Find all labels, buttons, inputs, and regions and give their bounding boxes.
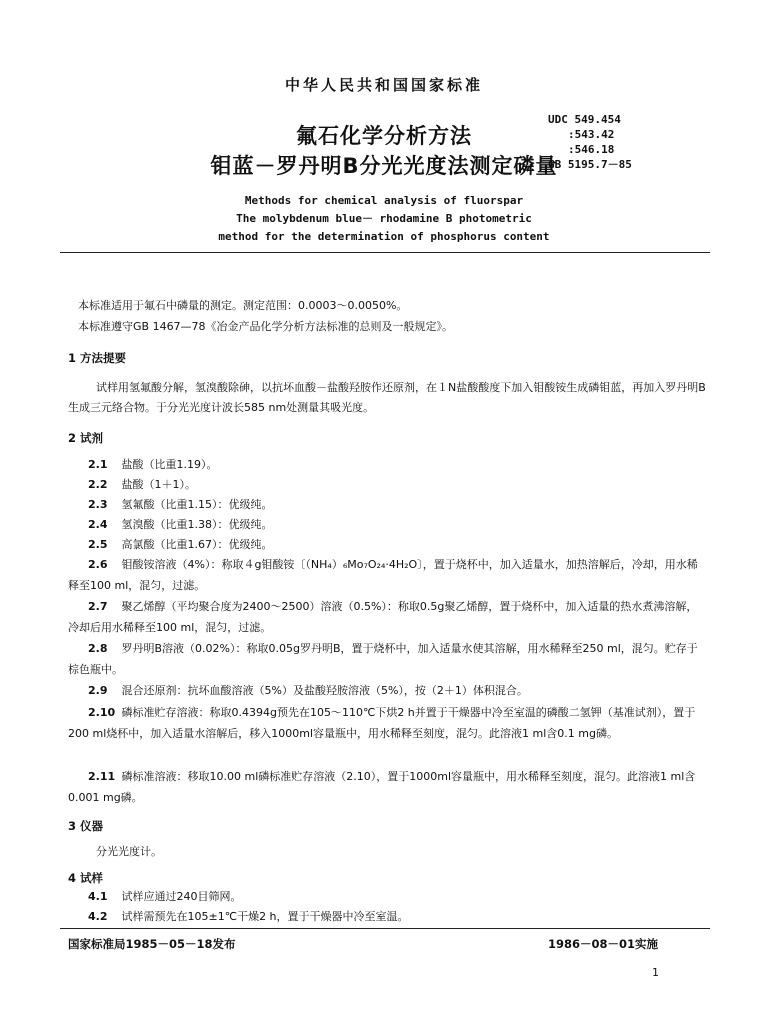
section-2-title: 2 试剂 xyxy=(68,431,104,445)
title-chinese-line-2: 钼蓝－罗丹明B分光光度法测定磷量 xyxy=(210,154,558,178)
item-text: 罗丹明B溶液（0.02%）：称取0.05g罗丹明B，置于烧杯中，加入适量水使其溶解，用水稀释至250 ml，混匀。贮存于棕色瓶中。 xyxy=(68,642,698,676)
item-text: 磷标准贮存溶液：称取0.4394g预先在105～110℃下烘2 h并置于干燥器中冷至室温的磷酸二氢钾（基准试剂），置于200 ml烧杯中，加入适量水溶解后，移入1000ml容量瓶中，用水稀释至刻度，混匀。此溶液1 ml含0.1 mg磷。 xyxy=(68,706,696,740)
item-number: 2.4 xyxy=(88,518,108,531)
list-item xyxy=(68,886,700,907)
item-text: 盐酸（比重1.19）。 xyxy=(121,458,218,471)
intro-compliance: 本标准遵守GB 1467—78《冶金产品化学分析方法标准的总则及一般规定》。 xyxy=(78,320,454,333)
list-item xyxy=(68,474,700,495)
item-number: 2.5 xyxy=(88,538,108,551)
intro-scope: 本标准适用于氟石中磷量的测定。测定范围：0.0003～0.0050%。 xyxy=(78,299,408,312)
section-1-title: 1 方法提要 xyxy=(68,351,127,365)
item-text: 钼酸铵溶液（4%）：称取４g钼酸铵〔（NH₄）₆Mo₇O₂₄·4H₂O〕，置于烧杯中，加入适量水，加热溶解后，冷却，用水稀释至100 ml，混匀，过滤。 xyxy=(68,558,698,592)
item-text: 混合还原剂：抗坏血酸溶液（5%）及盐酸羟胺溶液（5%），按（2＋1）体积混合。 xyxy=(121,684,528,697)
section-4-title: 4 试样 xyxy=(68,871,104,885)
item-number: 2.8 xyxy=(88,642,108,655)
udc-code-2: :543.42 xyxy=(568,128,615,141)
item-number: 4.2 xyxy=(88,910,108,923)
list-item xyxy=(68,514,700,535)
section-1-text: 试样用氢氟酸分解，氢溴酸除砷，以抗坏血酸－盐酸羟胺作还原剂，在１N盐酸酸度下加入钼酸铵生成磷钼蓝，再加入罗丹明B生成三元络合物。于分光光度计波长585 nm处测量其吸光度。 xyxy=(68,381,706,414)
issuing-country-header: 中华人民共和国国家标准 xyxy=(284,76,483,94)
list-item xyxy=(68,906,700,927)
item-number: 4.1 xyxy=(88,890,108,903)
gb-standard-number: GB 5195.7－85 xyxy=(548,158,632,171)
item-number: 2.9 xyxy=(88,684,108,697)
list-item xyxy=(68,680,700,701)
footer-divider xyxy=(60,928,710,929)
item-number: 2.6 xyxy=(88,558,108,571)
item-text: 聚乙烯醇（平均聚合度为2400～2500）溶液（0.5%）：称取0.5g聚乙烯醇，置于烧杯中，加入适量的热水煮沸溶解，冷却后用水稀释至100 ml，混匀，过滤。 xyxy=(68,600,698,634)
header-divider xyxy=(60,252,710,253)
list-item xyxy=(68,766,700,808)
item-text: 试样需预先在105±1℃干燥2 h，置于干燥器中冷至室温。 xyxy=(121,910,409,923)
title-english-line-2: The molybdenum blue－ rhodamine B photometric xyxy=(236,212,532,225)
list-item xyxy=(68,454,700,475)
udc-code-3: :546.18 xyxy=(568,143,615,156)
list-item xyxy=(68,596,700,638)
page-number: 1 xyxy=(652,966,659,979)
item-number: 2.3 xyxy=(88,498,108,511)
item-number: 2.7 xyxy=(88,600,108,613)
list-item xyxy=(68,534,700,555)
item-text: 高氯酸（比重1.67）：优级纯。 xyxy=(121,538,273,551)
item-text: 氢氟酸（比重1.15）：优级纯。 xyxy=(121,498,273,511)
item-number: 2.11 xyxy=(88,770,116,783)
item-text: 磷标准溶液：移取10.00 ml磷标准贮存溶液（2.10），置于1000ml容量瓶中，用水稀释至刻度，混匀。此溶液1 ml含0.001 mg磷。 xyxy=(68,770,696,804)
title-english-line-3: method for the determination of phosphorus content xyxy=(218,230,550,243)
section-3-text: 分光光度计。 xyxy=(96,845,162,858)
item-text: 氢溴酸（比重1.38）：优级纯。 xyxy=(121,518,273,531)
list-item xyxy=(68,638,700,680)
list-item xyxy=(68,494,700,515)
effective-date: 1986－08－01实施 xyxy=(548,937,659,951)
item-number: 2.10 xyxy=(88,706,116,719)
section-3-title: 3 仪器 xyxy=(68,819,104,833)
title-english-line-1: Methods for chemical analysis of fluorspar xyxy=(244,194,524,207)
item-text: 盐酸（1＋1）。 xyxy=(121,478,196,491)
item-number: 2.1 xyxy=(88,458,108,471)
item-text: 试样应通过240目筛网。 xyxy=(121,890,242,903)
udc-code-1: UDC 549.454 xyxy=(548,113,621,126)
title-english xyxy=(0,192,768,246)
title-chinese-line-1: 氟石化学分析方法 xyxy=(296,124,472,148)
item-number: 2.2 xyxy=(88,478,108,491)
issue-date: 国家标准局1985－05－18发布 xyxy=(68,937,236,951)
list-item xyxy=(68,702,700,744)
list-item xyxy=(68,554,700,596)
